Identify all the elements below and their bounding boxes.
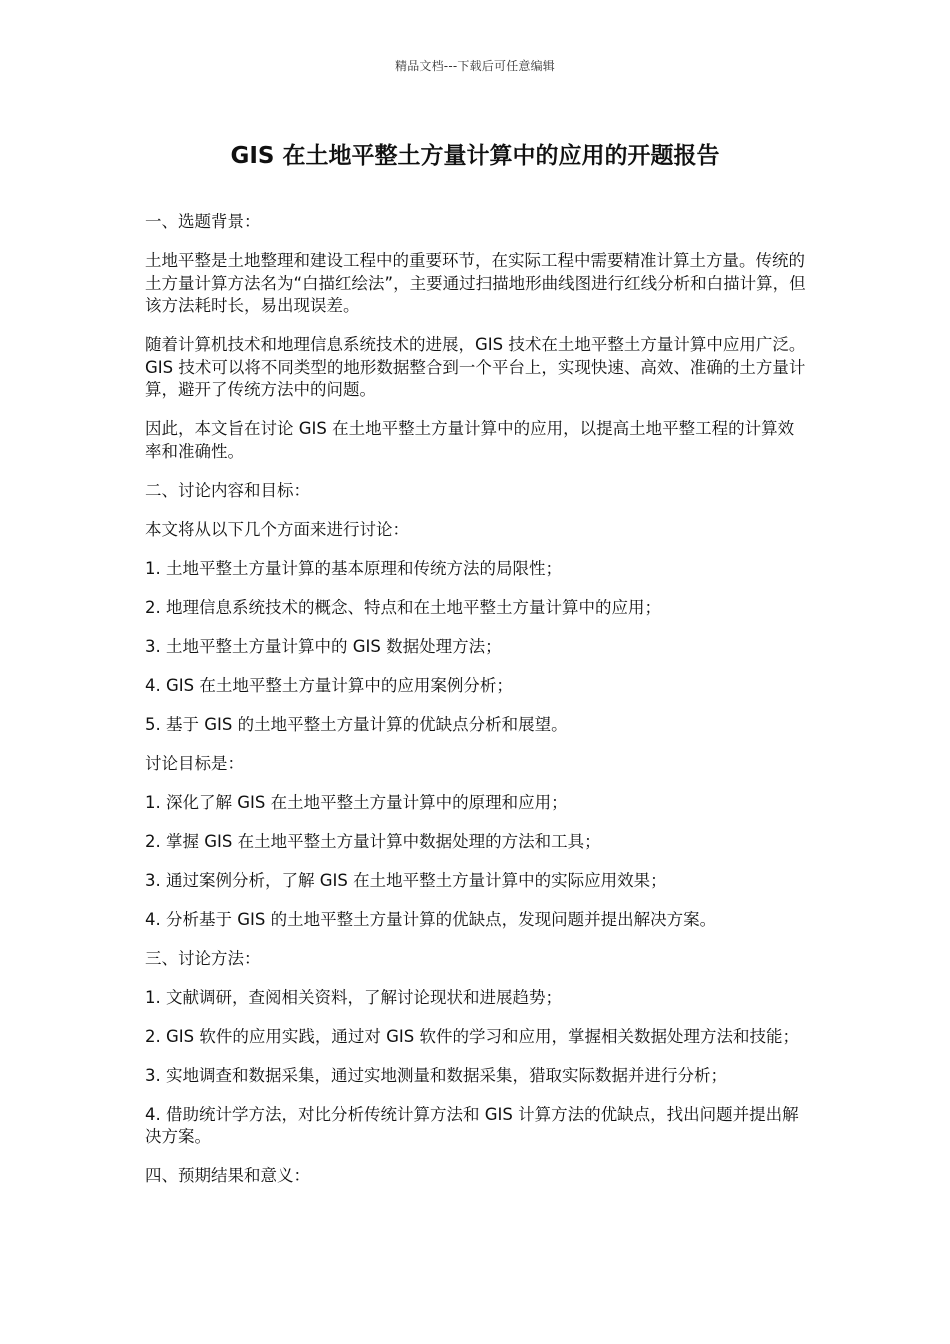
list-item: 1. 土地平整土方量计算的基本原理和传统方法的局限性； xyxy=(145,558,562,578)
section-heading-content-goals: 二、讨论内容和目标： xyxy=(145,480,310,500)
page-header: 精品文档---下载后可任意编辑 xyxy=(395,59,555,73)
paragraph: 土地平整是土地整理和建设工程中的重要环节，在实际工程中需要精准计算土方量。传统的土方量计算方法名为“白描红绘法”，主要通过扫描地形曲线图进行红线分析和白描计算，但该方法耗时长，易出现误差。 xyxy=(145,251,806,315)
paragraph: 随着计算机技术和地理信息系统技术的进展，GIS 技术在土地平整土方量计算中应用广泛。GIS 技术可以将不同类型的地形数据整合到一个平台上，实现快速、高效、准确的土方量计算，避开了传统方法中的问题。 xyxy=(145,335,806,399)
document-title: GIS 在土地平整土方量计算中的应用的开题报告 xyxy=(230,143,720,169)
paragraph: 因此，本文旨在讨论 GIS 在土地平整土方量计算中的应用，以提高土地平整工程的计算效率和准确性。 xyxy=(145,419,795,461)
list-item: 3. 通过案例分析，了解 GIS 在土地平整土方量计算中的实际应用效果； xyxy=(145,870,667,890)
section-heading-background: 一、选题背景： xyxy=(145,212,261,231)
list-item: 4. 分析基于 GIS 的土地平整土方量计算的优缺点，发现问题并提出解决方案。 xyxy=(145,909,717,929)
section-heading-methods: 三、讨论方法： xyxy=(145,948,261,968)
list-item: 5. 基于 GIS 的土地平整土方量计算的优缺点分析和展望。 xyxy=(145,714,568,734)
document-body xyxy=(145,211,807,1204)
list-item: 1. 深化了解 GIS 在土地平整土方量计算中的原理和应用； xyxy=(145,792,568,812)
list-item: 4. GIS 在土地平整土方量计算中的应用案例分析； xyxy=(145,675,513,695)
list-item: 1. 文献调研，查阅相关资料，了解讨论现状和进展趋势； xyxy=(145,987,562,1007)
paragraph: 讨论目标是： xyxy=(145,753,244,773)
paragraph: 本文将从以下几个方面来进行讨论： xyxy=(145,519,409,539)
list-item: 3. 土地平整土方量计算中的 GIS 数据处理方法； xyxy=(145,636,502,656)
list-item: 3. 实地调查和数据采集，通过实地测量和数据采集，猎取实际数据并进行分析； xyxy=(145,1065,727,1085)
list-item: 2. 地理信息系统技术的概念、特点和在土地平整土方量计算中的应用； xyxy=(145,597,661,617)
list-item: 2. 掌握 GIS 在土地平整土方量计算中数据处理的方法和工具； xyxy=(145,831,601,851)
section-heading-expected-results: 四、预期结果和意义： xyxy=(145,1166,310,1185)
list-item: 2. GIS 软件的应用实践，通过对 GIS 软件的学习和应用，掌握相关数据处理方法和技能； xyxy=(145,1026,799,1046)
list-item: 4. 借助统计学方法，对比分析传统计算方法和 GIS 计算方法的优缺点，找出问题并提出解决方案。 xyxy=(145,1104,799,1146)
